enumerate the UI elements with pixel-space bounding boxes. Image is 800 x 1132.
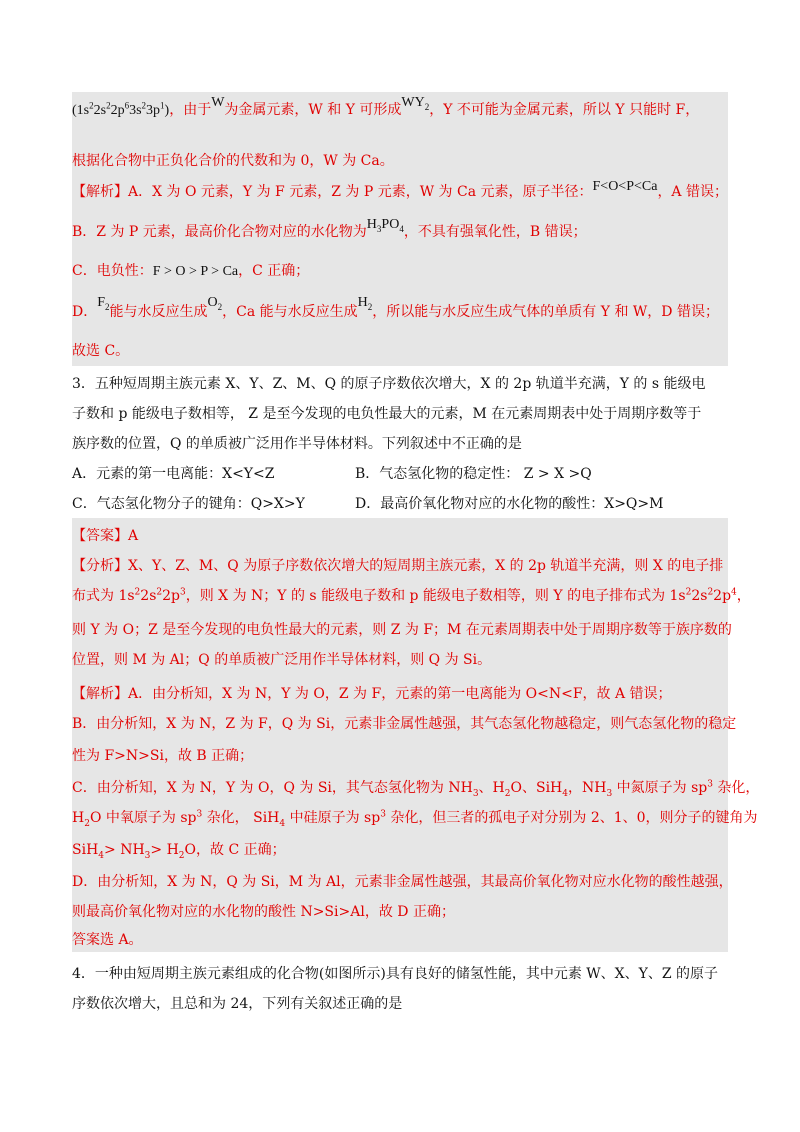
q4-stem-line-2: 序数依次增大，且总和为 24，下列有关叙述正确的是	[72, 996, 403, 1012]
prev-line-5: C．电负性：F > O > P > Ca，C 正确；	[72, 263, 310, 279]
prev-line-6: D．$F_2$能与水反应生成$O_2$，Ca 能与水反应生成$H_2$，所以能与水反应生成气体的单质有 Y 和 W，D 错误；	[72, 295, 719, 320]
q3-explain-line-8: 则最高价氧化物对应的水化物的酸性 N>Si>Al，故 D 正确；	[72, 904, 455, 920]
q3-option-d: D．最高价氧化物对应的水化物的酸性：X>Q>M	[355, 496, 664, 512]
q3-answer: 【答案】A	[72, 528, 139, 544]
prev-line-1: $(1s^22s^22p^63s^23p^1)$，由于W为金属元素，W 和 Y 可形成$WY_2$，Y 不可能为金属元素，所以 Y 只能时 F，	[72, 95, 700, 118]
q3-analysis-line-2: 布式为 $1s^22s^22p^3$，则 X 为 N；Y 的 s 能级电子数和 p 能级电子数相等，则 Y 的电子排布式为 $1s^22s^22p^4$，	[72, 587, 751, 604]
q3-explain-line-5: $H_2O$ 中氧原子为 $sp^3$ 杂化， SiH$_4$ 中硅原子为 $sp^3$ 杂化，但三者的孤电子对分别为 2、1、0，则分子的键角为	[72, 809, 758, 829]
q3-options-row-1	[72, 464, 728, 484]
q3-stem-line-3: 族序数的位置，Q 的单质被广泛用作半导体材料。下列叙述中不正确的是	[72, 436, 522, 452]
q3-analysis-line-4: 位置，则 M 为 Al；Q 的单质被广泛用作半导体材料，则 Q 为 Si。	[72, 652, 492, 668]
q3-explain-line-9: 答案选 A。	[72, 932, 143, 948]
q3-explain-line-2: B．由分析知，X 为 N，Z 为 F，Q 为 Si，元素非金属性越强，其气态氢化物越稳定，则气态氢化物的稳定	[72, 716, 737, 732]
q3-explain-line-1: 【解析】A．由分析知，X 为 N，Y 为 O，Z 为 F，元素的第一电离能为 O<N<F，故 A 错误；	[72, 686, 672, 702]
q3-options-row-2	[72, 494, 728, 514]
prev-line-7: 故选 C。	[72, 343, 130, 359]
q3-analysis-line-3: 则 Y 为 O；Z 是至今发现的电负性最大的元素，则 Z 为 F；M 在元素周期表中处于周期序数等于族序数的	[72, 622, 732, 638]
q3-explain-line-3: 性为 F>N>Si，故 B 正确；	[72, 748, 254, 764]
q4-stem-line-1: 4．一种由短周期主族元素组成的化合物(如图所示)具有良好的储氢性能，其中元素 W、X、Y、Z 的原子	[72, 966, 719, 982]
q3-stem-line-2: 子数和 p 能级电子数相等， Z 是至今发现的电负性最大的元素，M 在元素周期表中处于周期序数等于	[72, 406, 702, 422]
q3-explain-line-7: D．由分析知，X 为 N，Q 为 Si，M 为 Al，元素非金属性越强，其最高价氧化物对应水化物的酸性越强，	[72, 874, 733, 890]
q3-stem-line-1: 3．五种短周期主族元素 X、Y、Z、M、Q 的原子序数依次增大，X 的 2p 轨道半充满，Y 的 s 能级电	[72, 376, 706, 392]
q3-explain-line-4: C．由分析知，X 为 N，Y 为 O，Q 为 Si，其气态氢化物为 $NH_3$、$H_2O$、SiH$_4$，$NH_3$ 中氮原子为 $sp^3$ 杂化，	[72, 779, 760, 799]
prev-line-3: 【解析】A．X 为 O 元素，Y 为 F 元素，Z 为 P 元素，W 为 Ca 元素，原子半径：F<O<P<Ca，A 错误；	[72, 179, 728, 200]
q3-option-b: B．气态氢化物的稳定性： Z > X >Q	[355, 466, 592, 482]
q3-option-c: C．气态氢化物分子的键角：Q>X>Y	[72, 496, 305, 512]
prev-line-4: B．Z 为 P 元素，最高价化合物对应的水化物为$H_3PO_4$，不具有强氧化性，B 错误；	[72, 217, 587, 240]
q3-analysis-line-1: 【分析】X、Y、Z、M、Q 为原子序数依次增大的短周期主族元素，X 的 2p 轨道半充满，则 X 的电子排	[72, 558, 724, 574]
q3-explain-line-6: $SiH_4> NH_3> H_2O$，故 C 正确；	[72, 842, 286, 861]
prev-line-2: 根据化合物中正负化合价的代数和为 0，W 为 Ca。	[72, 153, 394, 169]
q3-option-a: A．元素的第一电离能：X<Y<Z	[72, 466, 275, 482]
